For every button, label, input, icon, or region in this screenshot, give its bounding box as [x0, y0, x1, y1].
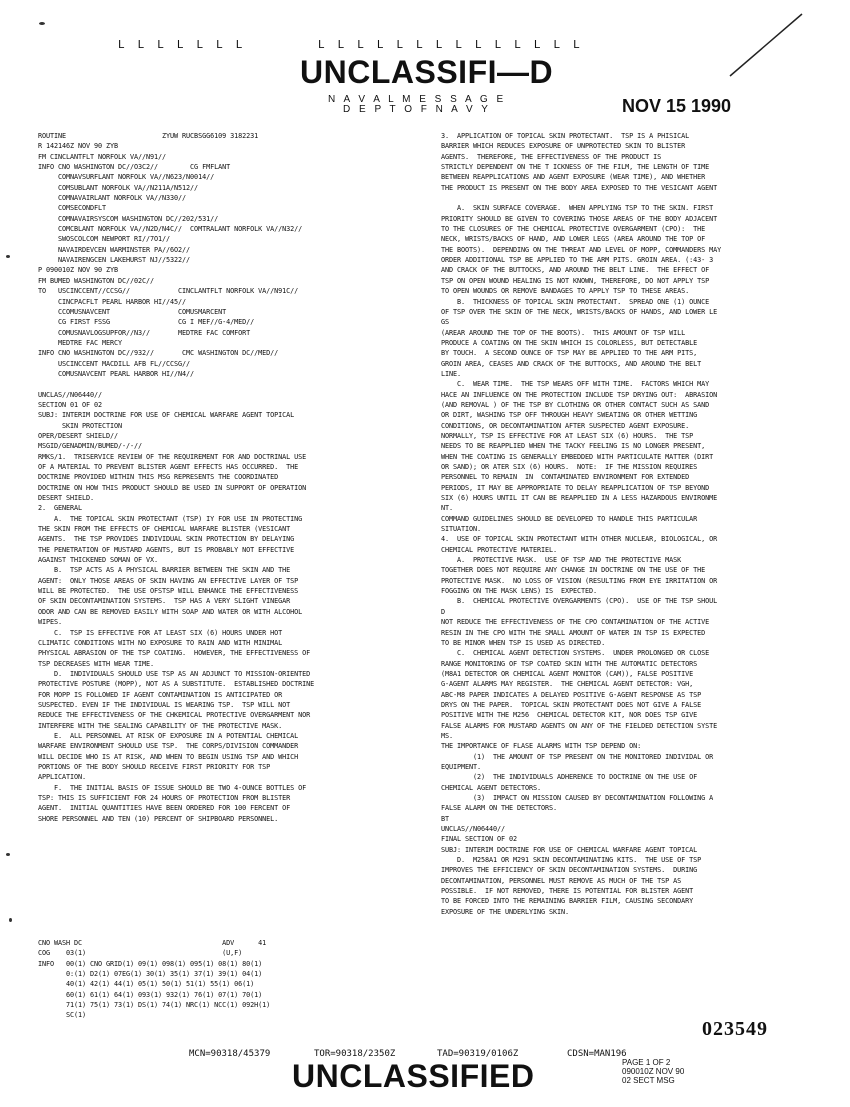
message-line: CHEMICAL PROTECTIVE MATERIEL. [441, 544, 558, 554]
distribution-line: 40(1) 42(1) 44(1) 05(1) 50(1) 51(1) 55(1) 06(1) [38, 979, 255, 989]
pen-stroke-mark [726, 10, 806, 80]
message-line: EQUIPMENT. [441, 761, 482, 771]
message-line: COMSECONDFLT [38, 203, 107, 213]
naval-message-label: N A V A L M E S S A G E [328, 94, 507, 105]
message-line: NT. [441, 503, 454, 513]
message-line: COMUSNAVLOGSUPFOR//N3// MEDTRE FAC COMFORT [38, 327, 251, 337]
message-line: ODOR AND CAN BE REMOVED EASILY WITH SOAP AND WATER OR WITH ALCOHOL [38, 606, 303, 616]
message-line: SUBJ: INTERIM DOCTRINE FOR USE OF CHEMICAL WARFARE AGENT TOPICAL [441, 844, 698, 854]
message-line: 3. APPLICATION OF TOPICAL SKIN PROTECTANT. TSP IS A PHISICAL [441, 131, 690, 140]
message-line: POSITIVE WITH THE M256 CHEMICAL DETECTOR KIT, NOR DOES TSP GIVE [441, 710, 698, 720]
message-line: OF TSP OVER THE SKIN OF THE NECK, WRISTS/BACKS OF HANDS, AND LOWER LE [441, 306, 718, 316]
message-line: SITUATION. [441, 524, 482, 534]
message-line: D. INDIVIDUALS SHOULD USE TSP AS AN ADJUNCT TO MISSION-ORIENTED [38, 668, 311, 678]
message-line [38, 379, 314, 389]
message-line: SWOSCOLCOM NEWPORT RI//7O1// [38, 234, 171, 244]
message-line: SIX (6) HOURS UNTIL IT CAN BE REAPPLIED IN A LESS HAZARDOUS ENVIRONME [441, 493, 718, 503]
message-line: BARRIER WHICH REDUCES EXPOSURE OF UNPROTECTED SKIN TO BLISTER [441, 141, 686, 151]
message-line: (AND REMOVAL ) OF THE TSP BY CLOTHING OR OTHER CONTACT SUCH AS SAND [441, 399, 710, 409]
message-line: TOGETHER DOES NOT REQUIRE ANY CHANGE IN DOCTRINE ON THE USE OF THE [441, 565, 706, 575]
message-line: OF A MATERIAL TO PREVENT BLISTER AGENT EFFECTS HAS OCCURRED. THE [38, 462, 299, 471]
message-line: CINCPACFLT PEARL HARBOR HI//45// [38, 296, 187, 306]
message-line: C. WEAR TIME. THE TSP WEARS OFF WITH TIME. FACTORS WHICH MAY [441, 379, 710, 389]
message-line: 2. GENERAL [38, 503, 83, 513]
top-ticks-right: L L L L L L L L L L L L L L [318, 38, 585, 51]
footer-mcn: MCN=90318/45379 [189, 1049, 271, 1059]
message-line: A. SKIN SURFACE COVERAGE. WHEN APPLYING TSP TO THE SKIN. FIRST [441, 203, 714, 213]
message-line: NEEDS TO BE REAPPLIED WHEN THE TACKY FEELING IS NO LONGER PRESENT, [441, 441, 706, 451]
message-line: DESERT SHIELD. [38, 493, 95, 503]
message-line: A. THE TOPICAL SKIN PROTECTANT (TSP) IY FOR USE IN PROTECTING [38, 513, 303, 523]
distribution-line: 71(1) 75(1) 73(1) DS(1) 74(1) NRC(1) NCC(1) 092H(1) [38, 1000, 271, 1010]
message-line: DECONTAMINATION, PERSONNEL MUST REMOVE AS MUCH OF THE TSP AS [441, 875, 682, 885]
message-line: (M8A1 DETECTOR OR CHEMICAL AGENT MONITOR (CAM)), FALSE POSITIVE [441, 668, 694, 678]
message-line: RMKS/1. TRISERVICE REVIEW OF THE REQUIREMENT FOR AND DOCTRINAL USE [38, 451, 307, 461]
message-line: APPLICATION. [38, 772, 87, 782]
message-line: B. THICKNESS OF TOPICAL SKIN PROTECTANT. SPREAD ONE (1) OUNCE [441, 296, 710, 306]
message-line: ABC-M8 PAPER INDICATES A DELAYED POSITIVE G-AGENT RESPONSE AS TSP [441, 689, 702, 699]
message-line: POSSIBLE. IF NOT REMOVED, THERE IS POTENTIAL FOR BLISTER AGENT [441, 886, 694, 896]
message-line: FALSE ALARMS FOR MUSTARD AGENTS ON ANY OF THE FIELDED DETECTION SYSTE [441, 720, 718, 730]
message-line: OF SKIN DECONTAMINATION SYSTEMS. TSP HAS A VERY SLIGHT VINEGAR [38, 596, 291, 606]
message-line: IMPROVES THE EFFICIENCY OF SKIN DECONTAMINATION SYSTEMS. DURING [441, 865, 698, 875]
document-stamp-number: 023549 [702, 1018, 768, 1040]
message-line: FM BUMED WASHINGTON DC//02C// [38, 275, 155, 285]
message-line: EXPOSURE OF THE UNDERLYING SKIN. [441, 906, 570, 916]
message-line: CCOMUSNAVCENT COMUSMARCENT [38, 306, 227, 316]
message-line: DOCTRINE ON HOW THIS PRODUCT SHOULD BE USED IN SUPPORT OF OPERATION [38, 482, 307, 492]
classification-banner-bottom: UNCLASSIFIED [292, 1058, 535, 1094]
message-line: INTERFERE WITH THE SEALING CAPABILITY OF THE PROTECTIVE MASK. [38, 720, 283, 730]
distribution-block [38, 938, 270, 1021]
message-line: HACE AN INFLUENCE ON THE PROTECTION INCLUDE TSP DRYING OUT: ABRASION [441, 389, 718, 399]
message-line: OR DIRT, WASHING TSP OFF THROUGH HEAVY SWEATING OR OTHER WETTING [441, 410, 698, 420]
date-stamp: NOV 15 1990 [622, 96, 732, 116]
message-line: TO THE CLOSURES OF THE CHEMICAL PROTECTIVE OVERGARMENT (CPO): THE [441, 224, 706, 234]
message-line: PRIORITY SHOULD BE GIVEN TO COVERING THOSE AREAS OF THE BODY ADJACENT [441, 213, 718, 223]
message-line: RESIN IN THE CPO WITH THE SMALL AMOUNT OF WATER IN TSP IS EXPECTED [441, 627, 706, 637]
scan-mark [6, 853, 10, 856]
left-column-body [38, 131, 314, 824]
distribution-line: CNO WASH DC ADV 41 [38, 938, 267, 947]
message-line: 4. USE OF TOPICAL SKIN PROTECTANT WITH OTHER NUCLEAR, BIOLOGICAL, OR [441, 534, 718, 544]
message-line: SKIN PROTECTION [38, 420, 123, 430]
message-line: E. ALL PERSONNEL AT RISK OF EXPOSURE IN A POTENTIAL CHEMICAL [38, 730, 299, 740]
message-line: WILL BE PROTECTED. THE USE OFSTSP WILL ENHANCE THE EFFECTIVENESS [38, 586, 299, 596]
message-line: COMSUBLANT NORFOLK VA//N211A/N512// [38, 182, 199, 192]
distribution-line: SC(1) [38, 1010, 87, 1020]
message-line: OPER/DESERT SHIELD// [38, 430, 119, 440]
message-line: UNCLAS//N06440// [38, 389, 103, 399]
message-line: LINE. [441, 368, 462, 378]
message-line: COMCBLANT NORFOLK VA//N2D/N4C// COMTRALANT NORFOLK VA//N32// [38, 224, 303, 234]
message-line: THE PRODUCT IS PRESENT ON THE BODY AREA EXPOSED TO THE VESICANT AGENT [441, 182, 718, 192]
message-line: BETWEEN REAPPLICATIONS AND AGENT EXPOSURE (WEAR TIME), AND WHETHER [441, 172, 706, 182]
message-line: SUBJ: INTERIM DOCTRINE FOR USE OF CHEMICAL WARFARE AGENT TOPICAL [38, 410, 295, 420]
message-line: NORMALLY, TSP IS EFFECTIVE FOR AT LEAST SIX (6) HOURS. THE TSP [441, 430, 694, 440]
footer-tad: TAD=90319/0106Z [437, 1049, 519, 1059]
message-line: PHYSICAL ABRASION OF THE TSP COATING. HOWEVER, THE EFFECTIVENESS OF [38, 648, 311, 658]
message-line: WIPES. [38, 617, 63, 627]
message-line: (3) IMPACT ON MISSION CAUSED BY DECONTAMINATION FOLLOWING A [441, 793, 714, 802]
distribution-line: 60(1) 61(1) 64(1) 093(1) 932(1) 76(1) 07(1) 70(1) [38, 989, 263, 999]
message-line: MSGID/GENADMIN/BUMED/-/-// [38, 441, 143, 451]
message-line: CG FIRST FSSG CG I MEF//G-4/MED// [38, 317, 255, 327]
message-line: DRYS ON THE PAPER. TOPICAL SKIN PROTECTANT DOES NOT GIVE A FALSE [441, 699, 702, 709]
message-line: BY TOUCH. A SECOND OUNCE OF TSP MAY BE APPLIED TO THE ARM PITS, [441, 348, 698, 358]
message-line: FOGGING ON THE MASK LENS) IS EXPECTED. [441, 586, 598, 596]
message-line: GS [441, 317, 450, 327]
message-line: A. PROTECTIVE MASK. USE OF TSP AND THE PROTECTIVE MASK [441, 555, 682, 565]
message-line: WARFARE ENVIRONMENT SHOULD USE TSP. THE CORPS/DIVISION COMMANDER [38, 741, 299, 751]
message-line: PRODUCE A COATING ON THE SKIN WHICH IS COLORLESS, BUT DETECTABLE [441, 337, 698, 347]
message-line: COMNAVSURFLANT NORFOLK VA//N623/N0014// [38, 172, 215, 182]
message-line: WILL DECIDE WHO IS AT RISK, AND WHEN TO BEGIN USING TSP AND WHICH [38, 751, 299, 761]
page-dtg: 090010Z NOV 90 [622, 1067, 685, 1076]
message-line: INFO CNO WASHINGTON DC//O3C2// CG FMFLANT [38, 162, 231, 172]
message-line: BT [441, 813, 450, 823]
message-line: COMNAVAIRLANT NORFOLK VA//N330// [38, 193, 187, 203]
message-line: FOR MOPP IS FOLLOWED IF AGENT CONTAMINATION IS ANTICIPATED OR [38, 689, 283, 699]
message-line: C. TSP IS EFFECTIVE FOR AT LEAST SIX (6) HOURS UNDER HOT [38, 627, 283, 637]
message-line: AND CRACK OF THE BUTTOCKS, AND AROUND THE BELT LINE. THE EFFECT OF [441, 265, 710, 275]
message-line: AGENT: ONLY THOSE AREAS OF SKIN HAVING AN EFFECTIVE LAYER OF TSP [38, 575, 299, 585]
message-line: CLIMATIC CONDITIONS WITH NO EXPOSURE TO RAIN AND WITH MINIMAL [38, 637, 283, 647]
message-line: TSP ON OPEN WOUND HEALING IS NOT KNOWN, THEREFORE, DO NOT APPLY TSP [441, 275, 710, 285]
message-line: D [441, 606, 446, 616]
message-line: FINAL SECTION OF 02 [441, 834, 518, 844]
message-line: TSP DECREASES WITH WEAR TIME. [38, 658, 155, 668]
message-line: RANGE MONITORING OF TSP COATED SKIN WITH THE AUTOMATIC DETECTORS [441, 658, 698, 668]
message-line: WHEN THE COATING IS GENERALLY EMBEDDED WITH PARTICULATE MATTER (DIRT [441, 451, 714, 461]
message-line: DOCTRINE PROVIDED WITHIN THIS MSG REPRESENTS THE COORDINATED [38, 472, 279, 482]
top-ticks-left: L L L L L L L [118, 38, 247, 51]
message-line: AGAINST THICKENED SOMAN OF VX. [38, 555, 159, 565]
message-line: AGENTS. THE TSP PROVIDES INDIVIDUAL SKIN PROTECTION BY DELAYING [38, 534, 295, 544]
message-line: COMUSNAVCENT PEARL HARBOR HI//N4// [38, 368, 195, 378]
page-number: PAGE 1 OF 2 [622, 1058, 671, 1067]
message-line: CONDITIONS, OR DECONTAMINATION AFTER SUSPECTED AGENT EXPOSURE. [441, 420, 690, 430]
distribution-line: INFO 00(1) CNO GRID(1) 09(1) 098(1) 095(1) 08(1) 80(1) [38, 958, 263, 968]
distribution-line: 0:(1) D2(1) 07EG(1) 30(1) 35(1) 37(1) 39(1) 04(1) [38, 969, 263, 979]
scan-mark [39, 22, 45, 25]
message-line: D. M258A1 OR M291 SKIN DECONTAMINATING KITS. THE USE OF TSP [441, 855, 702, 865]
classification-banner-top: UNCLASSIFI―D [300, 54, 554, 90]
page-section: 02 SECT MSG [622, 1076, 675, 1085]
message-line: TO OPEN WOUNDS OR REMOVE BANDAGES TO APPLY TSP TO THESE AREAS. [441, 286, 690, 296]
message-line: CHEMICAL AGENT DETECTORS. [441, 782, 542, 792]
message-line: NOT REDUCE THE EFFECTIVENESS OF THE CPO CONTAMINATION OF THE ACTIVE [441, 617, 710, 627]
message-line: COMNAVAIRSYSCOM WASHINGTON DC//202/531// [38, 213, 219, 223]
message-line: (1) THE AMOUNT OF TSP PRESENT ON THE MONITORED INDIVIDAL OR [441, 751, 714, 761]
message-line: REDUCE THE EFFECTIVENESS OF THE CHKEMICAL PROTECTIVE OVERGARMENT NOR [38, 710, 311, 720]
scan-mark [6, 255, 10, 258]
message-line: OR SAND); OR ATER SIX (6) HOURS. NOTE: IF THE MISSION REQUIRES [441, 462, 698, 471]
message-line [441, 193, 721, 203]
message-line: GROIN AREA, CEASES AND CRACK OF THE BUTTOCKS, AND AROUND THE BELT [441, 358, 702, 368]
message-line: PROTECTIVE MASK. NO LOSS OF VISION (RESULTING FROM EYE IRRITATION OR [441, 575, 718, 585]
message-line: AGENT. INITIAL QUANTITIES HAVE BEEN ORDERED FOR 100 FERCENT OF [38, 803, 291, 813]
message-line: COMMAND GUIDELINES SHOULD BE DEVELOPED TO HANDLE THIS PARTICULAR [441, 513, 698, 523]
scan-mark [9, 918, 12, 922]
message-line: R 142146Z NOV 90 ZYB [38, 141, 119, 151]
message-line: NAVAIRDEVCEN WARMINSTER PA//6O2// [38, 244, 191, 254]
message-line: THE SKIN FROM THE EFFECTS OF CHEMICAL WARFARE BLISTER (VESICANT [38, 524, 291, 534]
message-line: TO BE FORCED INTO THE REMAINING BARRIER FILM, CAUSING SECONDARY [441, 896, 694, 906]
message-line: PROTECTIVE POSTURE (MOPP), NOT AS A SUBSTITUTE. ESTABLISHED DOCTRINE [38, 679, 315, 689]
message-line: TSP: THIS IS SUFFICIENT FOR 24 HOURS OF PROTECTION FROM BLISTER [38, 793, 291, 802]
message-line: ROUTINE ZYUW RUCBSGG6109 3182231 [38, 131, 259, 140]
message-line: UNCLAS//N06440// [441, 824, 506, 834]
message-line: NECK, WRISTS/BACKS OF HAND, AND LOWER LEGS (AREA AROUND THE TOP OF [441, 234, 706, 244]
message-line: ORDER ADDITIONAL TSP BE APPLIED TO THE ARM PITS. GROIN AREA. (:43- 3 [441, 255, 714, 265]
footer-tor: TOR=90318/2350Z [314, 1049, 396, 1059]
message-line: PERIODS, IT MAY BE APPROPRIATE TO DELAY REAPPLICATION OF TSP BEYOND [441, 482, 710, 492]
message-line: MS. [441, 730, 454, 740]
message-line: (2) THE INDIVIDUALS ADHERENCE TO DOCTRINE ON THE USE OF [441, 772, 698, 782]
message-line: C. CHEMICAL AGENT DETECTION SYSTEMS. UNDER PROLONGED OR CLOSE [441, 648, 710, 658]
message-line: P 090010Z NOV 90 ZYB [38, 265, 119, 275]
dept-of-navy-label: D E P T O F N A V Y [343, 104, 491, 115]
right-column-body [441, 131, 721, 917]
message-line: SECTION 01 OF 02 [38, 399, 103, 409]
message-line: (AREAR AROUND THE TOP OF THE BOOTS). THIS AMOUNT OF TSP WILL [441, 327, 686, 337]
footer-cdsn: CDSN=MAN196 [567, 1049, 627, 1059]
message-line: SHORE PERSONNEL AND TEN (10) PERCENT OF SHIPBOARD PERSONNEL. [38, 813, 279, 823]
message-line: NAVAIRENGCEN LAKEHURST NJ//5322// [38, 255, 191, 265]
message-line: SUSPECTED. EVEN IF THE INDIVIDUAL IS WEARING TSP. TSP WILL NOT [38, 699, 291, 709]
distribution-line: COG 03(1) (U,F) [38, 948, 243, 958]
message-line: FM CINCLANTFLT NORFOLK VA//N91// [38, 151, 167, 161]
message-line: INFO CNO WASHINGTON DC//932// CMC WASHINGTON DC//MED// [38, 348, 279, 358]
message-line: USCINCCENT MACDILL AFB FL//CCSG// [38, 358, 191, 368]
message-line: THE IMPORTANCE OF FLASE ALARMS WITH TSP DEPEND ON: [441, 741, 642, 751]
message-line: FALSE ALARM ON THE DETECTORS. [441, 803, 558, 813]
message-line: G-AGENT ALARMS MAY REGISTER. THE CHEMICAL AGENT DETECTOR: VGH, [441, 679, 694, 689]
message-line: F. THE INITIAL BASIS OF ISSUE SHOULD BE TWO 4-OUNCE BOTTLES OF [38, 782, 307, 792]
message-line: PERSONNEL TO REMAIN IN CONTAMINATED ENVIRONMENT FOR EXTENDED [441, 472, 690, 482]
message-line: MEDTRE FAC MERCY [38, 337, 123, 347]
message-line: STRICTLY DEPENDENT ON THE T ICKNESS OF THE FILM, THE LENGTH OF TIME [441, 162, 710, 172]
message-line: THE BOOTS). DEPENDING ON THE THREAT AND LEVEL OF MOPP, COMMANDERS MAY [441, 244, 722, 254]
message-line: TO BE MINOR WHEN TSP IS USED AS DIRECTED. [441, 637, 606, 647]
message-line: THE PENETRATION OF MUSTARD AGENTS, BUT IS PROBABLY NOT EFFECTIVE [38, 544, 295, 554]
message-line: AGENTS. THEREFORE, THE EFFECTIVENESS OF THE PRODUCT IS [441, 151, 662, 161]
message-line: B. CHEMICAL PROTECTIVE OVERGARMENTS (CPO). USE OF THE TSP SHOUL [441, 596, 718, 606]
message-line: B. TSP ACTS AS A PHYSICAL BARRIER BETWEEN THE SKIN AND THE [38, 565, 291, 575]
message-line: TO USCINCCENT//CCSG// CINCLANTFLT NORFOLK VA//N91C// [38, 286, 299, 296]
message-line: PORTIONS OF THE BODY SHOULD RECEIVE FIRST PRIORITY FOR TSP [38, 761, 271, 771]
